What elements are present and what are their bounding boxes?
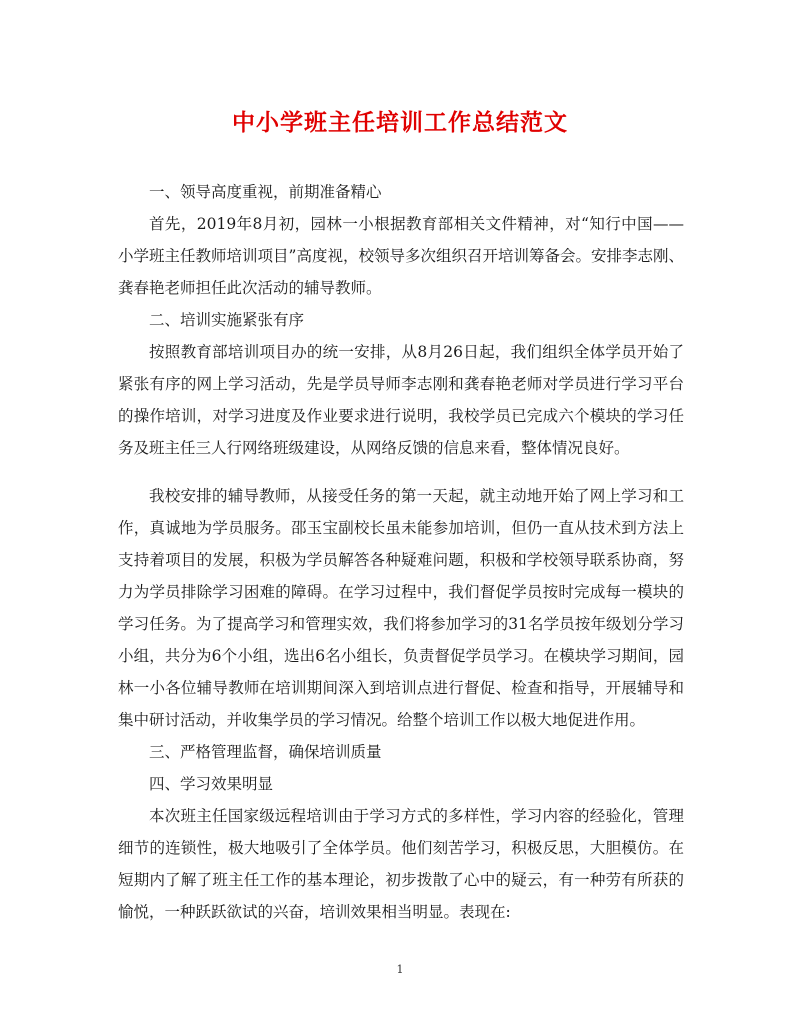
document-body bbox=[118, 176, 684, 928]
paragraph-1: 首先，2019年8月初，园林一小根据教育部相关文件精神，对“知行中国——小学班主任教师培训项目”高度视，校领导多次组织召开培训筹备会。安排李志刚、龚春艳老师担任此次活动的辅导教师。 bbox=[118, 215, 684, 297]
paragraph-2: 按照教育部培训项目办的统一安排，从8月26日起，我们组织全体学员开始了紧张有序的网上学习活动，先是学员导师李志刚和龚春艳老师对学员进行学习平台的操作培训，对学习进度及作业要求进行说明，我校学员已完成六个模块的学习任务及班主任三人行网络班级建设，从网络反馈的信息来看，整体情况良好。 bbox=[118, 343, 684, 457]
section-heading-3: 三、严格管理监督，确保培训质量 bbox=[149, 743, 382, 761]
paragraph-4: 本次班主任国家级远程培训由于学习方式的多样性，学习内容的经验化，管理细节的连锁性，极大地吸引了全体学员。他们刻苦学习，积极反思，大胆模仿。在短期内了解了班主任工作的基本理论，初步拨散了心中的疑云，有一种劳有所获的愉悦，一种跃跃欲试的兴奋，培训效果相当明显。表现在: bbox=[118, 807, 684, 921]
section-heading-2: 二、培训实施紧张有序 bbox=[149, 311, 305, 329]
paragraph-3: 我校安排的辅导教师，从接受任务的第一天起，就主动地开始了网上学习和工作，真诚地为学员服务。邵玉宝副校长虽未能参加培训，但仍一直从技术到方法上支持着项目的发展，积极为学员解答各种疑难问题，积极和学校领导联系协商，努力为学员排除学习困难的障碍。在学习过程中，我们督促学员按时完成每一模块的学习任务。为了提高学习和管理实效，我们将参加学习的31名学员按年级划分学习小组，共分为6个小组，选出6名小组长，负责督促学员学习。在模块学习期间，园林一小各位辅导教师在培训期间深入到培训点进行督促、检查和指导，开展辅导和集中研讨活动，并收集学员的学习情况。给整个培训工作以极大地促进作用。 bbox=[118, 487, 684, 729]
section-heading-4: 四、学习效果明显 bbox=[149, 775, 274, 793]
page-number: 1 bbox=[396, 963, 404, 976]
document-title: 中小学班主任培训工作总结范文 bbox=[232, 109, 568, 136]
section-heading-1: 一、领导高度重视，前期准备精心 bbox=[149, 183, 382, 201]
